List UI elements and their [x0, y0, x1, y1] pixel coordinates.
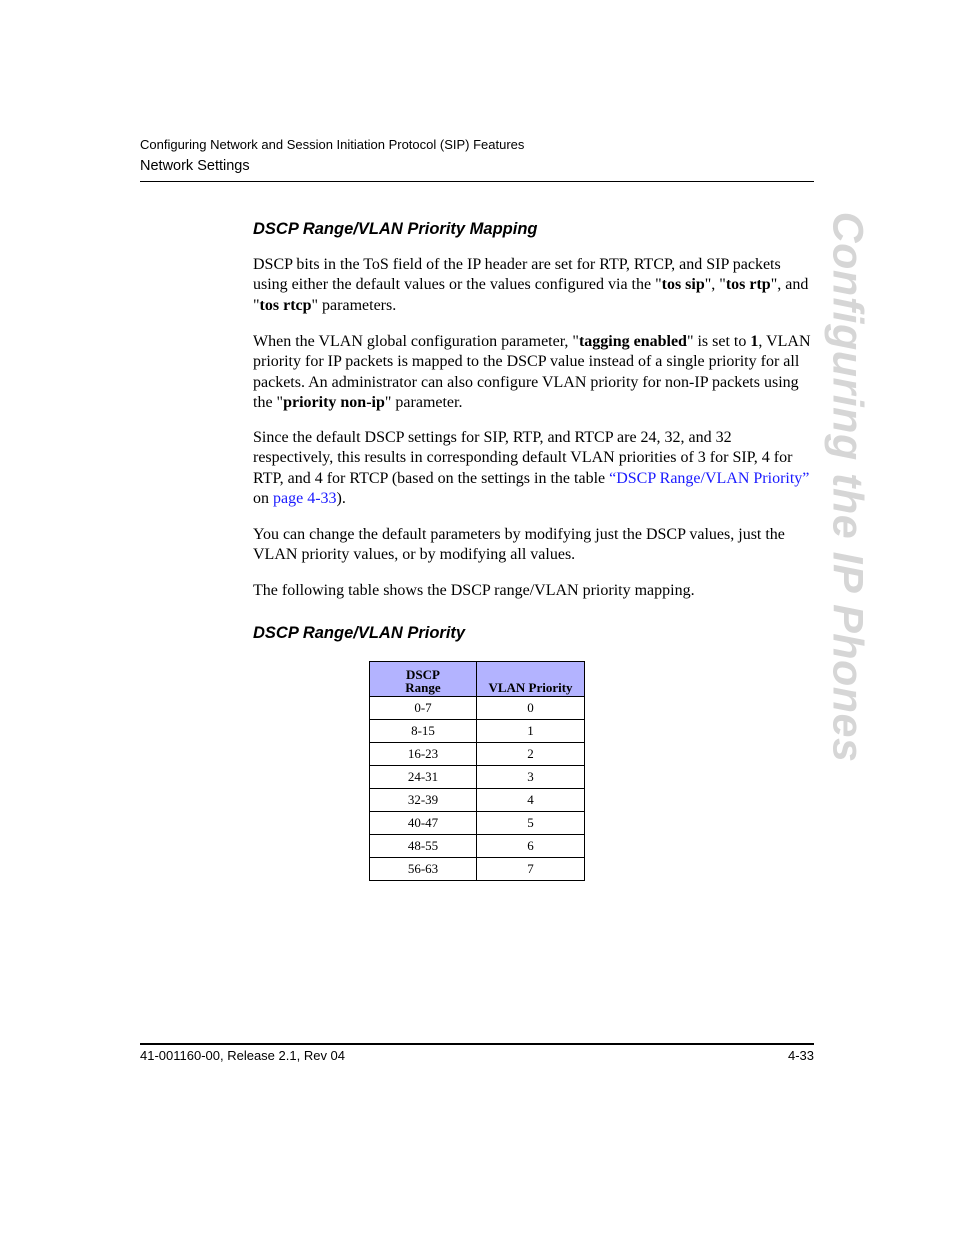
- running-header-chapter: Configuring Network and Session Initiation Protocol (SIP) Features: [140, 137, 525, 152]
- vlan-priority-cell: 0: [477, 697, 585, 720]
- paragraph-tagging: When the VLAN global configuration parameter, "tagging enabled" is set to 1, VLAN priority for IP packets is mapped to the DSCP value instead of a single priority for all packets. An administrator can also configure VLAN priority for non-IP packets using the "priority non-ip" parameter.: [253, 333, 811, 411]
- dscp-range-cell: 56-63: [370, 858, 477, 881]
- table-row: [370, 858, 585, 881]
- column-header-dscp-range: DSCP Range: [370, 662, 477, 697]
- table-row: [370, 812, 585, 835]
- table-heading: DSCP Range/VLAN Priority: [253, 624, 466, 642]
- table-crossref-link[interactable]: “DSCP Range/VLAN Priority”: [609, 469, 810, 487]
- vlan-priority-cell: 5: [477, 812, 585, 835]
- vlan-priority-cell: 2: [477, 743, 585, 766]
- param-tos-rtcp: tos rtcp: [259, 296, 312, 314]
- side-chapter-tab: [817, 211, 877, 763]
- column-header-vlan-priority: VLAN Priority: [477, 662, 585, 697]
- table-row: [370, 697, 585, 720]
- running-header-section: Network Settings: [140, 158, 250, 174]
- dscp-range-cell: 40-47: [370, 812, 477, 835]
- dscp-range-cell: 16-23: [370, 743, 477, 766]
- table-row: [370, 766, 585, 789]
- param-tos-rtp: tos rtp: [725, 276, 771, 294]
- dscp-range-cell: 8-15: [370, 720, 477, 743]
- paragraph-change-defaults: You can change the default parameters by modifying just the DSCP values, just the VLAN priority values, or by modifying all values.: [253, 526, 785, 564]
- footer-divider: [140, 1043, 814, 1045]
- dscp-range-cell: 48-55: [370, 835, 477, 858]
- paragraph-defaults: Since the default DSCP settings for SIP, RTP, and RTCP are 24, 32, and 32 respectively, this results in corresponding default VLAN priorities of 3 for SIP, 4 for RTP, and 4 for RTCP (based on the settings in the table “DSCP Range/VLAN Priority” on page 4-33).: [253, 429, 810, 507]
- table-row: [370, 835, 585, 858]
- page-number: 4-33: [787, 1048, 814, 1063]
- paragraph-table-intro: The following table shows the DSCP range/VLAN priority mapping.: [253, 582, 695, 599]
- header-divider: [140, 181, 814, 182]
- dscp-range-cell: 0-7: [370, 697, 477, 720]
- table-row: [370, 743, 585, 766]
- param-priority-non-ip: priority non-ip: [283, 393, 385, 411]
- page-crossref-link[interactable]: page 4-33: [273, 489, 337, 507]
- param-tagging-enabled: tagging enabled: [578, 333, 687, 350]
- table-row: [370, 720, 585, 743]
- section-heading: DSCP Range/VLAN Priority Mapping: [253, 220, 538, 238]
- document-id: 41-001160-00, Release 2.1, Rev 04: [140, 1048, 346, 1063]
- param-value: 1: [750, 333, 759, 350]
- dscp-range-cell: 32-39: [370, 789, 477, 812]
- table-row: [370, 789, 585, 812]
- dscp-vlan-table: [369, 661, 585, 881]
- vlan-priority-cell: 4: [477, 789, 585, 812]
- vlan-priority-cell: 7: [477, 858, 585, 881]
- param-tos-sip: tos sip: [661, 276, 705, 294]
- dscp-range-cell: 24-31: [370, 766, 477, 789]
- side-chapter-title: Configuring the IP Phones: [823, 211, 872, 763]
- paragraph-tos: DSCP bits in the ToS field of the IP header are set for RTP, RTCP, and SIP packets using either the default values or the values configured via the "tos sip", "tos rtp", and "tos rtcp" parameters.: [253, 256, 809, 314]
- vlan-priority-cell: 6: [477, 835, 585, 858]
- vlan-priority-cell: 1: [477, 720, 585, 743]
- vlan-priority-cell: 3: [477, 766, 585, 789]
